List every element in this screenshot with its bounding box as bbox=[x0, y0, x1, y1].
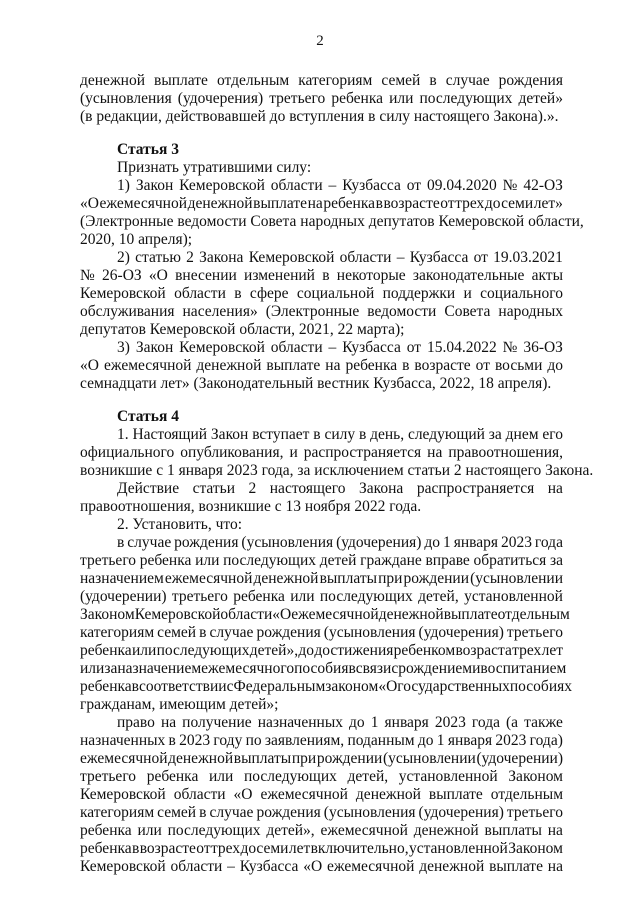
paragraph-line: в случае рождения (усыновления (удочерения) до 1 января 2023 года bbox=[117, 534, 563, 551]
paragraph-line: возникшие с 1 января 2023 года, за исключением статьи 2 настоящего Закона. bbox=[80, 462, 594, 479]
paragraph-line: денежной выплате отдельным категориям семей в случае рождения bbox=[80, 72, 563, 89]
paragraph-line: Действие статьи 2 настоящего Закона распространяется на bbox=[117, 480, 563, 497]
list-item-line: 3) Закон Кемеровской области – Кузбасса от 15.04.2022 № 36-ОЗ bbox=[117, 339, 563, 356]
paragraph-line: категориям семей в случае рождения (усыновления (удочерения) третьего bbox=[80, 624, 563, 641]
list-item-line: 2020, 10 апреля); bbox=[80, 231, 193, 248]
paragraph-line: Кемеровской области «О ежемесячной денежной выплате отдельным bbox=[80, 786, 563, 803]
paragraph-line: категориям семей в случае рождения (усыновления (удочерения) третьего bbox=[80, 804, 563, 821]
list-item-line: обслуживания населения» (Электронные ведомости Совета народных bbox=[80, 303, 563, 320]
paragraph-line: третьего ребенка или последующих детей, установленной Законом bbox=[80, 768, 563, 785]
paragraph-line: ежемесячной денежной выплаты при рождении (усыновлении (удочерении) bbox=[80, 750, 563, 767]
paragraph-line: ребенка или последующих детей», ежемесячной денежной выплаты на bbox=[80, 822, 563, 839]
paragraph-line: официального опубликования, и распространяется на правоотношения, bbox=[80, 444, 563, 461]
list-item-line: депутатов Кемеровской области, 2021, 22 марта); bbox=[80, 321, 405, 338]
list-item-line: «О ежемесячной денежной выплате на ребенка в возрасте от трех до семи лет» bbox=[80, 195, 563, 212]
article-3-heading: Статья 3 bbox=[117, 141, 179, 158]
paragraph-line: (удочерении) третьего ребенка или последующих детей, установленной bbox=[80, 588, 563, 605]
paragraph-line: назначением ежемесячной денежной выплаты при рождении (усыновлении bbox=[80, 570, 563, 587]
paragraph-line: 1. Настоящий Закон вступает в силу в день, следующий за днем его bbox=[117, 426, 563, 443]
paragraph-line: (в редакции, действовавшей до вступления в силу настоящего Закона).». bbox=[80, 108, 559, 125]
page-number: 2 bbox=[316, 33, 324, 49]
list-item-line: семнадцати лет» (Законодательный вестник Кузбасса, 2022, 18 апреля). bbox=[80, 375, 552, 392]
paragraph-line: правоотношения, возникшие с 13 ноября 2022 года. bbox=[80, 498, 422, 515]
paragraph-line: право на получение назначенных до 1 января 2023 года (а также bbox=[117, 714, 563, 731]
paragraph-line: Признать утратившими силу: bbox=[117, 159, 312, 176]
paragraph-line: Кемеровской области – Кузбасса «О ежемесячной денежной выплате на bbox=[80, 858, 563, 875]
paragraph-line: назначенных в 2023 году по заявлениям, поданным до 1 января 2023 года) bbox=[80, 732, 563, 749]
list-item-line: Кемеровской области в сфере социальной поддержки и социального bbox=[80, 285, 563, 302]
paragraph-line: третьего ребенка или последующих детей граждане вправе обратиться за bbox=[80, 552, 563, 569]
paragraph-line: ребенка или последующих детей», до достижения ребенком возраста трех лет bbox=[80, 642, 563, 659]
paragraph-line: ребенка в возрасте от трех до семи лет включительно, установленной Законом bbox=[80, 840, 563, 857]
list-item-line: 2) статью 2 Закона Кемеровской области – Кузбасса от 19.03.2021 bbox=[117, 249, 563, 266]
list-item-line: (Электронные ведомости Совета народных депутатов Кемеровской области, bbox=[80, 213, 584, 230]
paragraph-line: 2. Установить, что: bbox=[117, 516, 243, 533]
paragraph-line: Законом Кемеровской области «О ежемесячной денежной выплате отдельным bbox=[80, 606, 570, 623]
paragraph-line: гражданам, имеющим детей»; bbox=[80, 696, 279, 713]
paragraph-line: ребенка в соответствии с Федеральным законом «О государственных пособиях bbox=[80, 678, 572, 695]
list-item-line: 1) Закон Кемеровской области – Кузбасса от 09.04.2020 № 42-ОЗ bbox=[117, 177, 563, 194]
paragraph-line: (усыновления (удочерения) третьего ребенка или последующих детей» bbox=[80, 90, 563, 107]
list-item-line: № 26-ОЗ «О внесении изменений в некоторые законодательные акты bbox=[80, 267, 563, 284]
list-item-line: «О ежемесячной денежной выплате на ребенка в возрасте от восьми до bbox=[80, 357, 563, 374]
article-4-heading: Статья 4 bbox=[117, 408, 179, 425]
paragraph-line: или за назначением ежемесячного пособия в связи с рождением и воспитанием bbox=[80, 660, 567, 677]
